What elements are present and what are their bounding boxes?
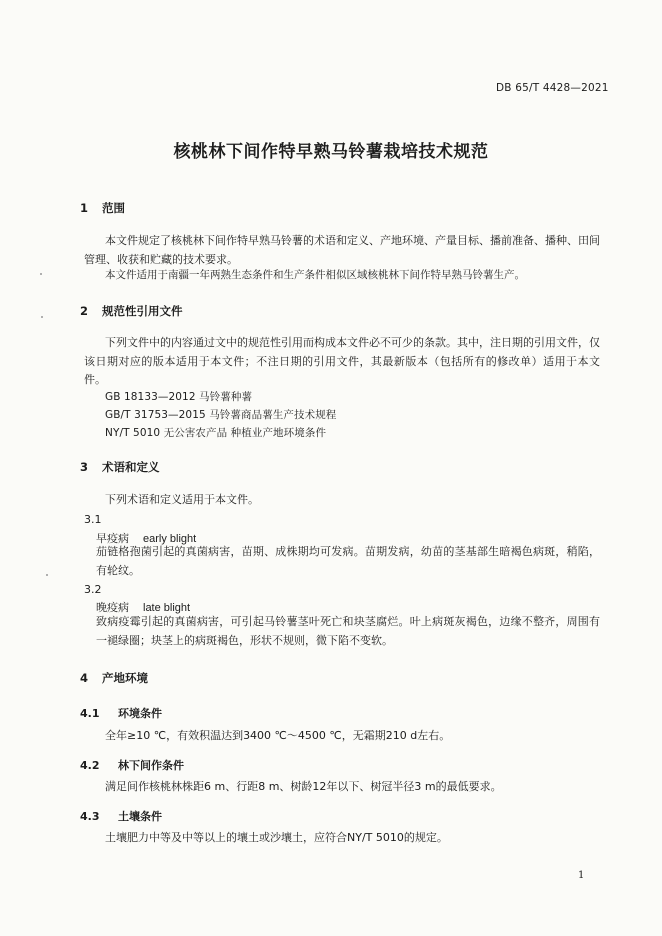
section-number: 3 bbox=[80, 460, 89, 474]
section-title: 产地环境 bbox=[102, 671, 148, 685]
subsection-4-1-heading bbox=[80, 705, 162, 721]
subsection-4-2-heading bbox=[80, 757, 184, 773]
subsection-4-3-heading bbox=[80, 808, 162, 824]
scope-paragraph-2: 本文件适用于南疆一年两熟生态条件和生产条件相似区域核桃林下间作特早熟马铃薯生产。 bbox=[105, 269, 525, 281]
subsection-title: 林下间作条件 bbox=[118, 759, 184, 772]
scope-paragraph-1: 本文件规定了核桃林下间作特早熟马铃薯的术语和定义、产地环境、产量目标、播前准备、播种、田间管理、收获和贮藏的技术要求。 bbox=[84, 234, 600, 266]
scan-speck bbox=[40, 273, 42, 275]
scan-speck bbox=[41, 316, 43, 318]
term-chinese: 早疫病 bbox=[96, 532, 129, 545]
section-1-heading bbox=[80, 200, 125, 216]
term-number: 3.2 bbox=[84, 583, 102, 596]
term-chinese: 晚疫病 bbox=[96, 601, 129, 614]
environment-conditions-text: 全年≥10 ℃，有效积温达到3400 ℃～4500 ℃，无霜期210 d左右。 bbox=[105, 729, 451, 742]
section-2-heading bbox=[80, 303, 183, 319]
section-number: 1 bbox=[80, 201, 89, 215]
soil-conditions-text: 土壤肥力中等及中等以上的壤土或沙壤土，应符合NY/T 5010的规定。 bbox=[105, 831, 448, 844]
section-number: 4 bbox=[80, 671, 89, 685]
section-3-heading bbox=[80, 459, 160, 475]
standard-code: DB 65/T 4428—2021 bbox=[496, 82, 609, 94]
section-title: 术语和定义 bbox=[102, 460, 160, 474]
subsection-title: 环境条件 bbox=[118, 707, 162, 720]
term-number: 3.1 bbox=[84, 513, 102, 526]
subsection-title: 土壤条件 bbox=[118, 810, 162, 823]
section-number: 2 bbox=[80, 304, 89, 318]
term-english: early blight bbox=[143, 533, 197, 545]
reference-item: NY/T 5010 无公害农产品 种植业产地环境条件 bbox=[105, 427, 327, 439]
reference-item: GB 18133—2012 马铃薯种薯 bbox=[105, 391, 253, 403]
subsection-number: 4.1 bbox=[80, 707, 100, 720]
subsection-number: 4.3 bbox=[80, 810, 100, 823]
subsection-number: 4.2 bbox=[80, 759, 100, 772]
section-title: 范围 bbox=[102, 201, 125, 215]
section-title: 规范性引用文件 bbox=[102, 304, 183, 318]
term-definition: 致病疫霉引起的真菌病害，可引起马铃薯茎叶死亡和块茎腐烂。叶上病斑灰褐色，边缘不整齐，周围有一褪绿圈；块茎上的病斑褐色，形状不规则，微下陷不变软。 bbox=[96, 615, 600, 647]
term-english: late blight bbox=[143, 602, 191, 614]
section-4-heading bbox=[80, 670, 148, 686]
terms-intro: 下列术语和定义适用于本文件。 bbox=[105, 493, 259, 506]
scan-speck bbox=[46, 574, 48, 576]
page-title: 核桃林下间作特早熟马铃薯栽培技术规范 bbox=[173, 142, 489, 162]
reference-item: GB/T 31753—2015 马铃薯商品薯生产技术规程 bbox=[105, 409, 337, 421]
page-number: 1 bbox=[578, 870, 585, 881]
intercropping-conditions-text: 满足间作核桃林株距6 m、行距8 m、树龄12年以下、树冠半径3 m的最低要求。 bbox=[105, 780, 502, 793]
normative-references-paragraph: 下列文件中的内容通过文中的规范性引用而构成本文件必不可少的条款。其中，注日期的引用文件，仅该日期对应的版本适用于本文件；不注日期的引用文件，其最新版本（包括所有的修改单）适用于本文件。 bbox=[84, 336, 600, 386]
term-definition: 茄链格孢菌引起的真菌病害，苗期、成株期均可发病。苗期发病，幼苗的茎基部生暗褐色病斑，稍陷，有轮纹。 bbox=[96, 545, 600, 577]
